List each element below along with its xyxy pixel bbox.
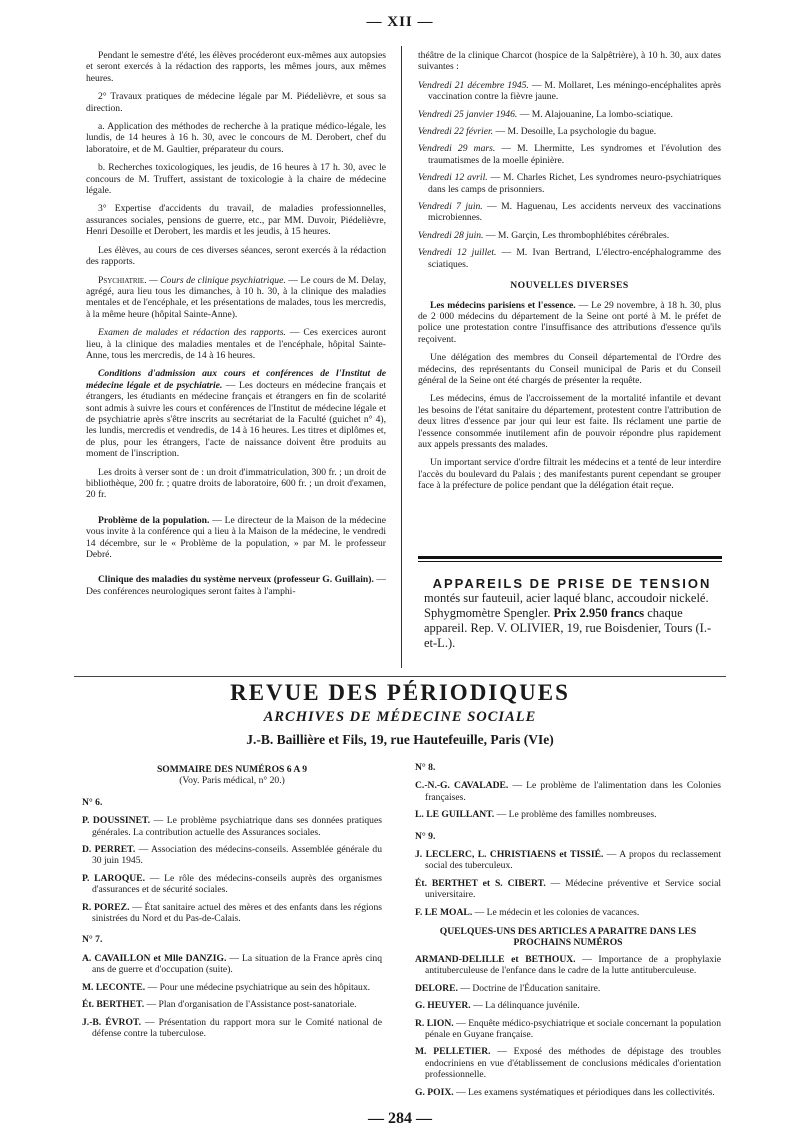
article-entry-lead: J. LECLERC, L. CHRISTIAENS et TISSIÉ. [415, 849, 604, 861]
article-entry-text: — Importance de a prophylaxie antituberculeuse de l'enfance dans le cadre de la lutte antituberculeuse. [425, 953, 721, 977]
issue-6-list [82, 815, 382, 924]
article-entry [82, 873, 382, 896]
issue-9-list [415, 849, 721, 918]
article-entry-lead: R. POREZ. [82, 901, 130, 913]
news-text: — Le 29 novembre, à 18 h. 30, plus de 2 000 médecins du département de la Seine ont porté à M. le préfet de police une protestation contre l'insuffisance des attributions d'essence qu'ils reçoivent. [418, 299, 722, 345]
population-text: — Le directeur de la Maison de la médecine vous invite à la conférence qui a lieu à la Maison de la médecine, le vendredi 14 décembre, sur le « Problème de la population, » par M. le professeur Debré. [86, 514, 386, 561]
conference-lead: Vendredi 7 juin. [418, 201, 483, 213]
article-entry [415, 907, 721, 918]
article-entry-text: — A propos du reclassement social des tuberculeux. [425, 849, 722, 872]
advertisement [424, 576, 720, 651]
conditions-paragraph [86, 368, 386, 459]
clinique-paragraph [86, 574, 386, 597]
article-entry-text: — Médecine préventive et Service social universitaire. [425, 877, 721, 901]
right-column [418, 50, 721, 499]
article-entry [415, 983, 721, 994]
revue-title: REVUE DES PÉRIODIQUES [230, 680, 570, 705]
conference-text: — M. Mollaret, Les méningo-encéphalites après vaccination contre la fièvre jaune. [428, 79, 721, 103]
conference-lead: Vendredi 25 janvier 1946. [418, 108, 518, 120]
advert-text: chaque appareil. Rep. V. OLIVIER, 19, rue Boisdenier, Tours (I.-et-L.). [424, 606, 712, 650]
article-entry-lead: G. POIX. [415, 1086, 454, 1098]
article-entry-lead: R. LION. [415, 1017, 454, 1029]
article-entry [415, 878, 721, 901]
paragraph: Pendant le semestre d'été, les élèves procéderont eux-mêmes aux autopsies et seront exercés à la rédaction des rapports, les mêmes jours, aux mêmes heures. [86, 50, 386, 84]
article-entry-lead: Ét. BERTHET et S. CIBERT. [415, 877, 546, 889]
page-number: — 284 — [368, 1110, 432, 1127]
paragraph: 2° Travaux pratiques de médecine légale par M. Piédelièvre, et sous sa direction. [86, 91, 386, 114]
psychiatrie-paragraph [86, 275, 386, 321]
article-entry [415, 780, 721, 803]
article-entry [415, 809, 721, 820]
conference-text: — M. Charles Richet, Les syndromes neuro-psychiatriques dans les camps de prisonniers. [428, 172, 721, 195]
issue-8-list [415, 780, 721, 820]
conference [418, 230, 721, 241]
article-entry-lead: P. LAROQUE. [82, 872, 146, 884]
issue-7-list [82, 953, 382, 1039]
article-entry-lead: DELORE. [415, 982, 458, 994]
article-entry-text: — Le problème des familles nombreuses. [496, 809, 657, 821]
article-entry-text: — La délinquance juvénile. [473, 1000, 580, 1012]
article-entry [82, 844, 382, 867]
article-entry-lead: ARMAND-DELILLE et BETHOUX. [415, 953, 576, 965]
article-entry-lead: A. CAVAILLON et Mlle DANZIG. [82, 952, 227, 964]
article-entry-text: — Plan d'organisation de l'Assistance post-sanatoriale. [146, 999, 357, 1011]
article-entry [82, 982, 382, 993]
issue-number: N° 7. [82, 934, 103, 946]
sommaire-heading: SOMMAIRE DES NUMÉROS 6 A 9 [156, 764, 308, 775]
conditions-text: — Les docteurs en médecine français et étrangers, les étudiants en médecine français et étrangers en fin de scolarité sont admis à suivre les cours et conférences de l'Institut de médecine légale et de psychiatrie après s'être inscrits au secrétariat de la Faculté (guichet n° 4), les lundis, mercredis et vendredis, de 14 à 16 heures. Les titres et diplômes et, de plus, pour les étrangers, l'acte de naissance doivent être produits au moment de l'inscription. [86, 379, 386, 460]
issue-number: N° 8. [415, 762, 436, 773]
article-entry [82, 1017, 382, 1040]
conference-text: — M. Haguenau, Les accidents nerveux des vaccinations microbiennes. [428, 201, 722, 224]
conference [418, 80, 721, 103]
article-entry [415, 954, 721, 977]
article-entry-lead: L. LE GUILLANT. [415, 809, 495, 821]
forthcoming-list [415, 954, 721, 1098]
article-entry-text: — Enquête médico-psychiatrique et sociale concernant la population pénale en Guyane française. [425, 1017, 722, 1040]
advert-rule [418, 556, 722, 559]
conference-lead: Vendredi 21 décembre 1945. [418, 79, 529, 91]
article-entry [82, 999, 382, 1010]
conference-list [418, 80, 721, 270]
advert-price: Prix 2.950 francs [553, 606, 645, 620]
issue-number: N° 6. [82, 796, 103, 808]
news-paragraph: Les médecins, émus de l'accroissement de la mortalité infantile et devant les besoins de l'état sanitaire du département, protestent contre l'attribution de deux litres d'essence par jour qui leur est faite. Ils réclament une partie de l'essence consommée inutilement afin de pouvoir répondre plus rapidement aux appels pressants des malades. [418, 393, 721, 450]
article-entry-lead: M. LECONTE. [82, 981, 146, 993]
conference-lead: Vendredi 12 juillet. [418, 247, 497, 259]
conference-lead: Vendredi 22 février. [418, 126, 494, 138]
issue-number: N° 9. [415, 830, 436, 842]
psychiatrie-title: — Cours de clinique psychiatrique. [149, 274, 286, 286]
droits-paragraph: Les droits à verser sont de : un droit d'immatriculation, 300 fr. ; un droit de bibliothèque, 200 fr. ; quatre droits de laboratoire, 600 fr. ; un droit d'examen, 20 fr. [86, 466, 386, 501]
population-title: Problème de la population. [98, 514, 210, 526]
advert-title: APPAREILS DE PRISE DE TENSION [432, 576, 712, 591]
advert-body [424, 591, 720, 651]
article-entry-text: — Association des médecins-conseils. Assemblée générale du 30 juin 1945. [92, 844, 383, 867]
article-entry-text: — Les examens systématiques et périodiques dans les collectivités. [456, 1086, 715, 1098]
article-entry-text: — Le problème psychiatrique dans ses données pratiques générales. La contribution actuelle des Assurances sociales. [92, 815, 382, 838]
article-entry-lead: M. PELLETIER. [415, 1046, 491, 1058]
news-paragraph [418, 300, 721, 346]
conference-lead: Vendredi 28 juin. [418, 229, 484, 241]
conference-lead: Vendredi 29 mars. [418, 143, 496, 155]
psychiatrie-text: — Le cours de M. Delay, agrégé, aura lieu tous les dimanches, à 10 h. 30, à la clinique des maladies mentales et de l'encéphale, et les présentations de malades, tous les mercredis, à la même heure (hôpital Sainte-Anne). [86, 274, 386, 320]
article-entry-text: — Le médecin et les colonies de vacances. [474, 906, 640, 918]
quelques-heading: QUELQUES-UNS DES ARTICLES A PARAITRE DANS LES PROCHAINS NUMÉROS [439, 926, 697, 949]
article-entry-text: — Le problème de l'alimentation dans les Colonies françaises. [425, 780, 721, 803]
article-entry-lead: G. HEUYER. [415, 1000, 471, 1012]
article-entry-text: — Présentation du rapport mora sur le Comité national de défense contre la tuberculose. [92, 1016, 382, 1039]
conditions-title: Conditions d'admission aux cours et conférences de l'Institut de médecine légale et de psychiatrie. [86, 368, 386, 391]
article-entry [415, 1087, 721, 1098]
article-entry [82, 815, 382, 838]
news-paragraph: Un important service d'ordre filtrait les médecins et a tenté de leur interdire l'accès du boulevard du Palais ; des manifestants purent cependant se grouper face à la préfecture de police pendant que la délégation était reçue. [418, 457, 721, 492]
article-entry-text: — État sanitaire actuel des mères et des enfants dans les régions sinistrées du Nord et du Pas-de-Calais. [92, 901, 382, 925]
conference-text: — M. Alajouanine, La lombo-sciatique. [519, 108, 673, 120]
advert-rule [418, 561, 722, 562]
conference [418, 109, 721, 120]
article-entry [415, 1000, 721, 1011]
paragraph: b. Recherches toxicologiques, les jeudis, de 16 heures à 17 h. 30, avec le concours de M. Truffert, assistant de toxicologie à la chaire de médecine légale. [86, 162, 386, 197]
conference-text: — M. Desoille, La psychologie du bague. [495, 126, 657, 138]
article-entry-lead: J.-B. ÉVROT. [82, 1016, 141, 1028]
paragraph: Les élèves, au cours de ces diverses séances, seront exercés à la rédaction des rapports. [86, 244, 386, 268]
population-paragraph [86, 515, 386, 561]
conference [418, 172, 721, 195]
conference-text: — M. Lhermitte, Les syndromes et l'évolution des traumatismes de la moelle épinière. [428, 143, 721, 166]
article-entry-text: — La situation de la France après cinq ans de guerre et d'occupation (suite). [92, 952, 382, 976]
left-column [86, 50, 386, 604]
sommaire-subheading: (Voy. Paris médical, n° 20.) [179, 775, 285, 787]
revue-right-column [415, 762, 721, 1104]
conference [418, 126, 721, 137]
article-entry-lead: Ét. BERTHET. [82, 999, 145, 1011]
page-header-roman: — XII — [366, 14, 434, 30]
news-paragraph: Une délégation des membres du Conseil départemental de l'Ordre des médecins, des représentants du Conseil municipal de Paris et du Conseil général de la Seine ont été chargés de présenter la requête. [418, 352, 721, 386]
article-entry-lead: F. LE MOAL. [415, 906, 473, 918]
column-divider [401, 46, 402, 668]
paragraph: théâtre de la clinique Charcot (hospice de la Salpêtrière), à 10 h. 30, aux dates suivantes : [418, 50, 721, 73]
conference [418, 201, 721, 224]
revue-publisher: J.-B. Baillière et Fils, 19, rue Hautefeuille, Paris (VIe) [246, 732, 554, 747]
article-entry-text: — Le rôle des médecins-conseils auprès des organismes d'assurances et de sécurité sociales. [92, 872, 382, 896]
article-entry [415, 1018, 721, 1041]
psychiatrie-lead: Psychiatrie. [98, 274, 147, 286]
revue-left-column [82, 762, 382, 1045]
article-entry-lead: C.-N.-G. CAVALADE. [415, 780, 509, 792]
examen-paragraph [86, 327, 386, 361]
article-entry [82, 902, 382, 925]
article-entry [415, 849, 721, 872]
conference-lead: Vendredi 12 avril. [418, 172, 488, 184]
advert-text: montés sur fauteuil, acier laqué blanc, accoudoir nickelé. Sphygmomètre Spengler. [424, 591, 709, 620]
article-entry [82, 953, 382, 976]
article-entry [415, 1046, 721, 1080]
article-entry-lead: P. DOUSSINET. [82, 815, 151, 827]
news-title: Les médecins parisiens et l'essence. [430, 299, 576, 311]
conference [418, 143, 721, 166]
revue-subtitle: ARCHIVES DE MÉDECINE SOCIALE [263, 709, 537, 725]
article-entry-lead: D. PERRET. [82, 844, 136, 856]
conference-text: — M. Ivan Bertrand, L'électro-encéphalogramme des sciatiques. [428, 247, 721, 270]
nouvelles-heading: NOUVELLES DIVERSES [510, 280, 629, 292]
article-entry-text: — Doctrine de l'Éducation sanitaire. [460, 982, 601, 994]
article-entry-text: — Pour une médecine psychiatrique au sein des hôpitaux. [147, 981, 371, 993]
section-divider [74, 676, 726, 677]
examen-title: Examen de malades et rédaction des rapports. [98, 327, 286, 339]
clinique-text: — Des conférences neurologiques seront faites à l'amphi- [86, 574, 386, 597]
conference [418, 247, 721, 270]
article-entry-text: — Exposé des méthodes de dépistage des troubles endocriniens en vue d'établissement de conclusions médicales d'orientation professionnelle. [425, 1046, 721, 1081]
clinique-title: Clinique des maladies du système nerveux (professeur G. Guillain). [98, 574, 374, 586]
conference-text: — M. Garçin, Les thrombophlébites cérébrales. [485, 229, 670, 241]
examen-text: — Ces exercices auront lieu, à la clinique des maladies mentales et de l'encéphale, hôpital Sainte-Anne, tous les mercredis, de 14 à 16 heures. [86, 327, 386, 361]
paragraph: a. Application des méthodes de recherche à la pratique médico-légale, les lundis, de 14 heures à 16 h. 30, avec le concours de M. Derobert, chef du laboratoire, et de M. Gaultier, préparateur du cours. [86, 121, 386, 155]
paragraph: 3° Expertise d'accidents du travail, de maladies professionnelles, assurances sociales, pensions de guerre, etc., par MM. Duvoir, Piédelièvre, Henri Desoille et Derobert, les mardis et les jeudis, à 15 heures. [86, 203, 386, 238]
